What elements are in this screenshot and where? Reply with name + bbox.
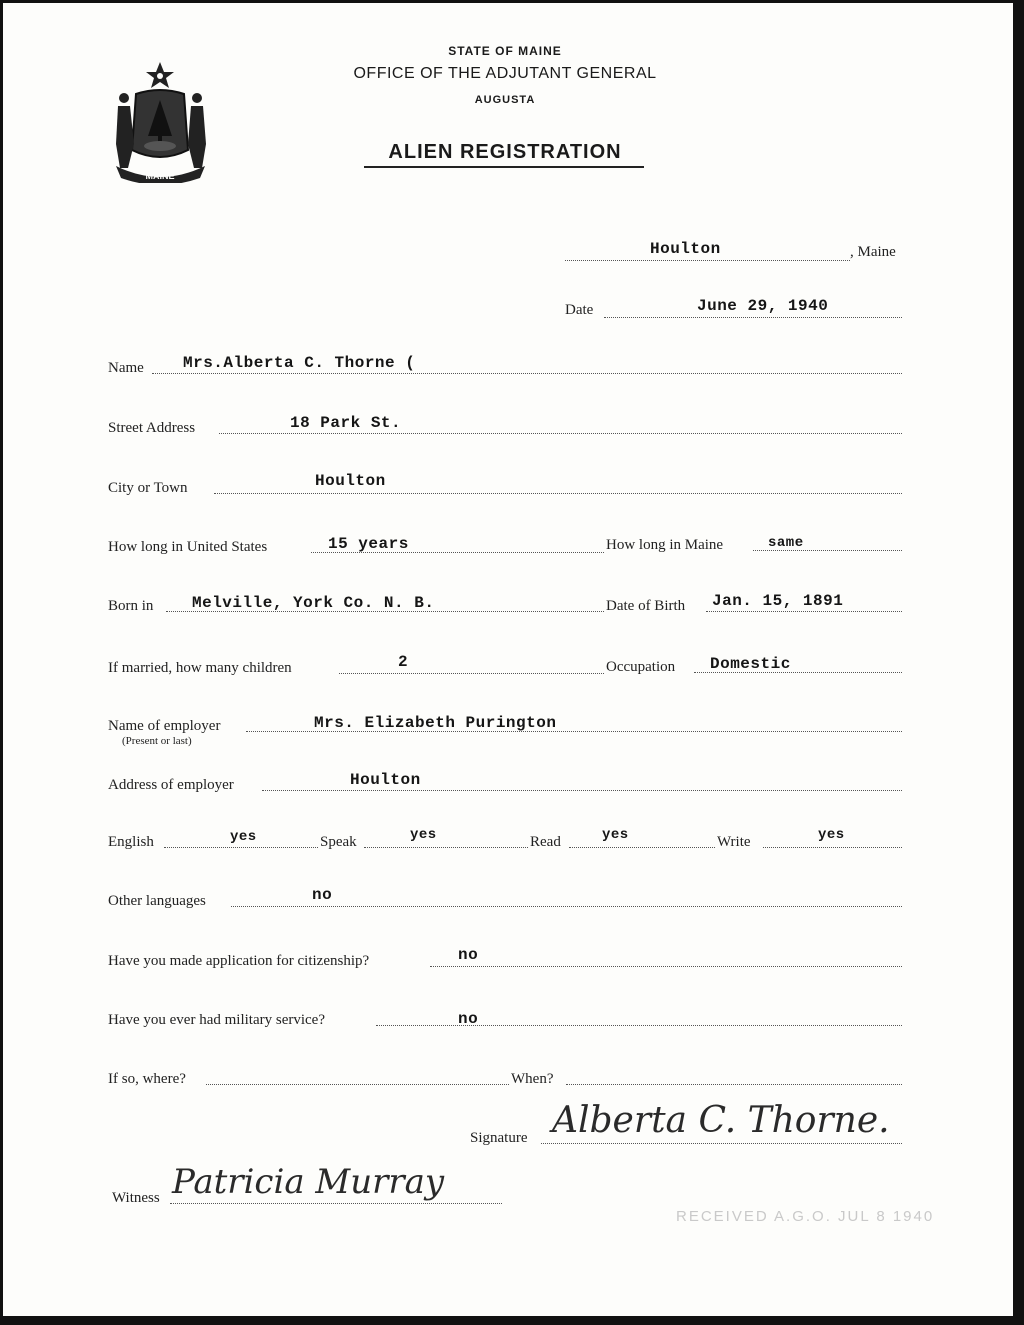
signature-label: Signature [470, 1130, 528, 1146]
employer-sublabel: (Present or last) [122, 735, 192, 747]
where-dots [206, 1084, 509, 1085]
children-label: If married, how many children [108, 660, 292, 676]
received-stamp: RECEIVED A.G.O. JUL 8 1940 [676, 1208, 935, 1225]
office-heading: OFFICE OF THE ADJUTANT GENERAL [353, 65, 657, 82]
place-value: Houlton [650, 240, 721, 258]
how-long-us-value: 15 years [328, 535, 409, 553]
how-long-maine-label: How long in Maine [606, 537, 724, 553]
military-value: no [458, 1010, 479, 1028]
witness-label: Witness [112, 1190, 160, 1206]
city-heading: AUGUSTA [474, 94, 536, 106]
speak-value: yes [410, 827, 437, 843]
children-value: 2 [398, 653, 409, 671]
when-dots [566, 1084, 902, 1085]
speak-dots [364, 847, 528, 848]
born-in-label: Born in [108, 598, 154, 614]
born-in-value: Melville, York Co. N. B. [192, 594, 435, 612]
english-label: English [108, 834, 154, 850]
speak-label: Speak [320, 834, 357, 850]
other-languages-dots [231, 906, 902, 907]
english-dots [164, 847, 318, 848]
signature-dots [541, 1143, 902, 1144]
write-dots [763, 847, 902, 848]
city-label: City or Town [108, 480, 188, 496]
date-of-birth-label: Date of Birth [606, 598, 686, 614]
scan-border-top [0, 0, 1024, 3]
citizenship-label: Have you made application for citizenship? [108, 953, 370, 969]
read-dots [569, 847, 715, 848]
name-value: Mrs.Alberta C. Thorne ( [183, 354, 416, 372]
city-dots [214, 493, 902, 494]
date-of-birth-value: Jan. 15, 1891 [712, 592, 844, 610]
seal-text: MAINE [145, 171, 175, 181]
how-long-maine-value: same [768, 535, 804, 551]
read-label: Read [530, 834, 561, 850]
other-languages-value: no [312, 886, 333, 904]
scan-border-bottom [0, 1316, 1024, 1325]
state-heading: STATE OF MAINE [448, 44, 562, 58]
date-of-birth-dots [706, 611, 902, 612]
english-value: yes [230, 829, 257, 845]
write-label: Write [717, 834, 751, 850]
citizenship-dots [430, 966, 902, 967]
employer-label: Name of employer [108, 718, 221, 734]
title-underline [364, 166, 644, 168]
date-dots [604, 317, 902, 318]
city-value: Houlton [315, 472, 386, 490]
signature-value: Alberta C. Thorne. [552, 1100, 890, 1141]
page-title: ALIEN REGISTRATION [388, 141, 622, 163]
scan-border-right [1013, 0, 1024, 1325]
occupation-label: Occupation [606, 659, 676, 675]
military-label: Have you ever had military service? [108, 1012, 325, 1028]
where-label: If so, where? [108, 1071, 186, 1087]
write-value: yes [818, 827, 845, 843]
name-label: Name [108, 360, 144, 376]
street-label: Street Address [108, 420, 196, 436]
date-value: June 29, 1940 [697, 297, 829, 315]
children-dots [339, 673, 604, 674]
how-long-us-label: How long in United States [108, 539, 268, 555]
place-dots [565, 260, 850, 261]
read-value: yes [602, 827, 629, 843]
military-dots [376, 1025, 902, 1026]
witness-dots [170, 1203, 502, 1204]
employer-value: Mrs. Elizabeth Purington [314, 714, 557, 732]
employer-address-dots [262, 790, 902, 791]
employer-address-value: Houlton [350, 771, 421, 789]
scan-border-left [0, 0, 3, 1325]
employer-address-label: Address of employer [108, 777, 234, 793]
street-value: 18 Park St. [290, 414, 402, 432]
occupation-value: Domestic [710, 655, 791, 673]
citizenship-value: no [458, 946, 479, 964]
when-label: When? [511, 1071, 554, 1087]
witness-value: Patricia Murray [172, 1162, 445, 1202]
place-suffix: , Maine [850, 244, 896, 260]
date-label: Date [565, 302, 594, 318]
other-languages-label: Other languages [108, 893, 206, 909]
street-dots [219, 433, 902, 434]
name-dots [152, 373, 902, 374]
